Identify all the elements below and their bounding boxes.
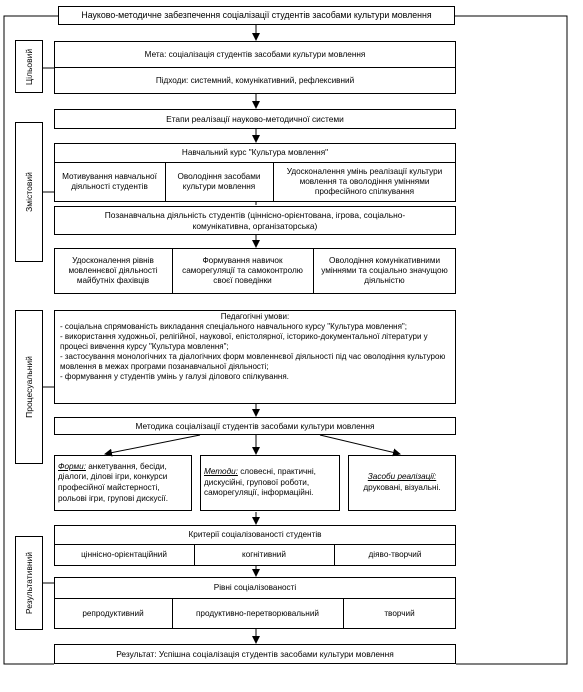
diagram-title: Науково-методичне забезпечення соціалізації студентів засобами культури мовлення: [58, 6, 455, 25]
outcome-item: Оволодіння комунікативними уміннями та соціально значущою діяльністю: [321, 256, 448, 285]
stage-result: [15, 536, 43, 630]
arrow: [105, 435, 200, 454]
stage-target-label: Цільовий: [24, 48, 34, 85]
criterion-item: ціннісно-орієнтаційний: [81, 550, 167, 560]
stage-target: [15, 40, 43, 93]
outcome-item: Удосконалення рівнів мовленнєвої діяльності майбутніх фахівців: [68, 256, 158, 285]
forms-label: Форми:: [58, 461, 86, 471]
criteria-title: Критерії соціалізованості студентів: [188, 529, 322, 539]
methodology: Методика соціалізації студентів засобами культури мовлення: [54, 417, 456, 435]
stage-content-label: Змістовий: [24, 172, 34, 212]
approaches: Підходи: системний, комунікативний, рефлексивний: [155, 75, 355, 85]
course-title: Навчальний курс "Культура мовлення": [181, 147, 329, 157]
stages-title: Етапи реалізації науково-методичної системи: [54, 109, 456, 129]
forms-box: [54, 455, 192, 511]
pedagogical-conditions: [54, 310, 456, 404]
conditions-title: Педагогічні умови:: [220, 312, 290, 321]
means-text: друковані, візуальні.: [363, 483, 441, 492]
methods-label: Методи:: [204, 467, 238, 477]
level-item: репродуктивний: [82, 608, 144, 618]
means-label: Засоби реалізації:: [367, 472, 437, 482]
methods-text: словесні, практичні, дискусійні, групової роботи, саморегуляції, інформаційні.: [204, 467, 316, 498]
criterion-item: когнітивний: [242, 550, 286, 560]
levels-title: Рівні соціалізованості: [213, 582, 297, 592]
methods-box: [200, 455, 340, 511]
level-item: продуктивно-перетворювальний: [196, 608, 319, 618]
level-item: творчий: [384, 608, 415, 618]
condition-item: - застосування монологічних та діалогічних форм мовленнєвої діяльності під час оволодіння культурою мовлення в межах програми позанавчальної діяльності;: [60, 352, 446, 372]
goal: Мета: соціалізація студентів засобами культури мовлення: [144, 49, 366, 59]
stage-process: [15, 310, 43, 464]
extracurricular: Позанавчальна діяльність студентів (ціннісно-орієнтована, ігрова, соціально-комунікативна, організаторська): [54, 206, 456, 235]
stage-content: [15, 122, 43, 262]
condition-item: - використання художньої, релігійної, наукової, епістолярної, історико-документальної літератури у процесі вивчення курсу "Культура мовлення";: [60, 332, 428, 352]
course-item: Мотивування навчальної діяльності студентів: [62, 172, 157, 191]
stage-result-label: Результативний: [24, 551, 34, 615]
outcome-item: Формування навичок саморегуляції та самоконтролю своєї поведінки: [182, 256, 303, 285]
result: Результат: Успішна соціалізація студентів засобами культури мовлення: [54, 644, 456, 664]
condition-item: - соціальна спрямованість викладання спеціального навчального курсу "Культура мовлення";: [60, 322, 407, 332]
course-item: Оволодіння засобами культури мовлення: [177, 172, 261, 191]
condition-item: - формування у студентів умінь у галузі ділового спілкування.: [60, 372, 289, 382]
stage-process-label: Процесуальний: [24, 356, 34, 418]
means-box: [348, 455, 456, 511]
course-item: Удосконалення умінь реалізації культури мовлення та оволодіння уміннями професійного спілкування: [286, 167, 443, 196]
criterion-item: діяво-творчий: [368, 550, 422, 560]
outer-loop-right: [455, 16, 567, 664]
arrow: [320, 435, 400, 454]
forms-text: анкетування, бесіди, діалоги, ділові ігри, конкурси професійної майстерності, рольові ігри, групові дискусії.: [58, 461, 169, 503]
